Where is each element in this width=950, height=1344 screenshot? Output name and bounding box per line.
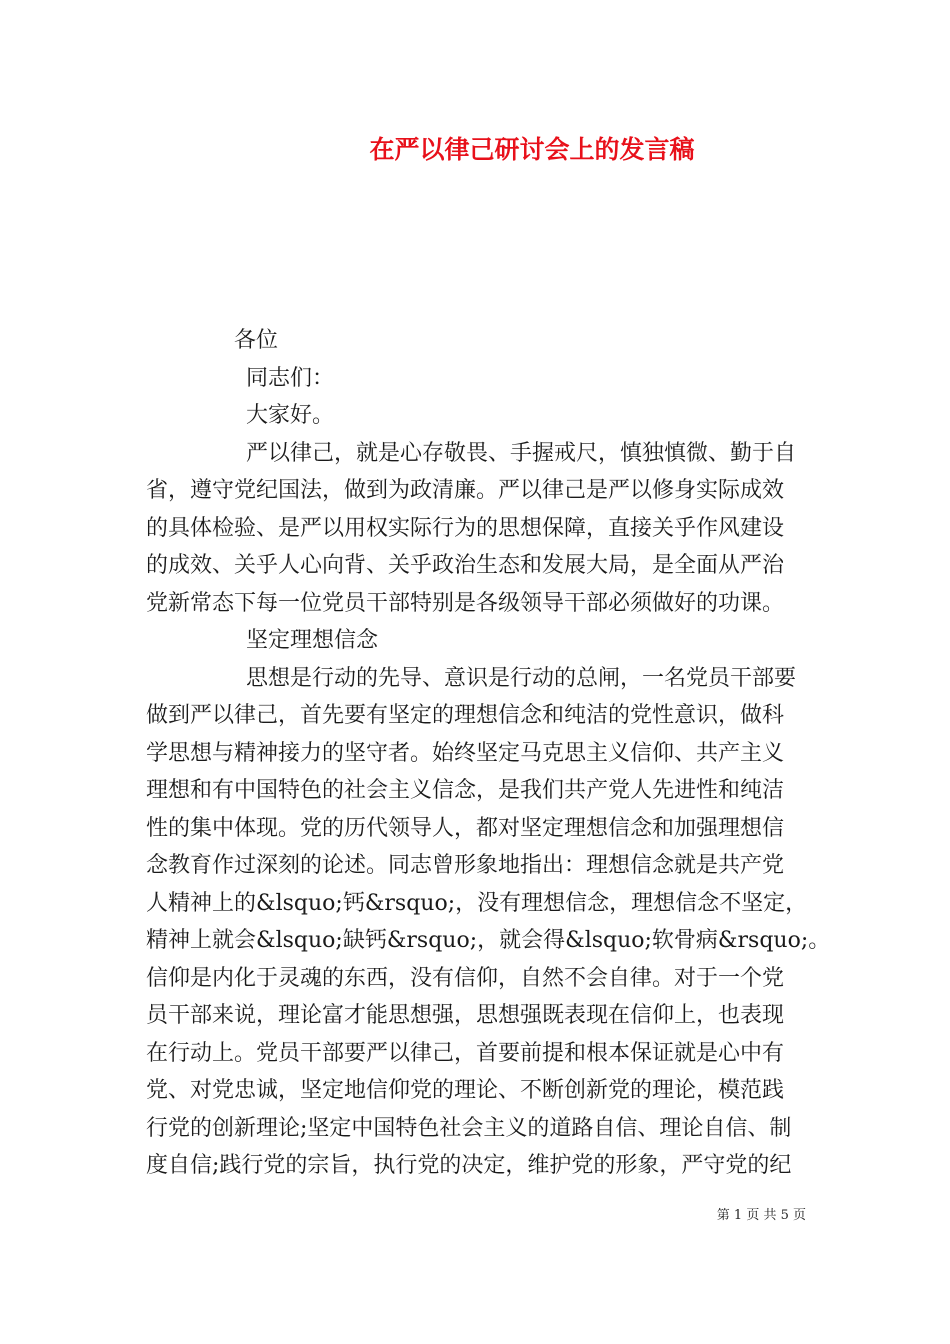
paragraph-line: 理想和有中国特色的社会主义信念，是我们共产党人先进性和纯洁 [146,778,785,803]
salutation-line-2: 同志们： [246,365,335,391]
document-body [146,322,831,1185]
paragraph-2 [146,660,831,1185]
paragraph-line: 信仰是内化于灵魂的东西，没有信仰，自然不会自律。对于一个党 [146,965,785,991]
paragraph-line: 严以律己，就是心存敬畏、手握戒尺，慎独慎微、勤于自 [246,440,797,466]
paragraph-line: 做到严以律己，首先要有坚定的理想信念和纯洁的党性意识，做科 [146,703,785,728]
paragraph-line: 的成效、关乎人心向背、关乎政治生态和发展大局，是全面从严治 [146,553,785,578]
paragraph-line: 精神上就会&lsquo;缺钙&rsquo;，就会得&lsquo;软骨病&rsquo;。 [146,928,831,953]
paragraph-line: 思想是行动的先导、意识是行动的总闸，一名党员干部要 [246,665,797,691]
paragraph-line: 人精神上的&lsquo;钙&rsquo;，没有理想信念，理想信念不坚定， [146,890,808,916]
page-number-footer: 第 1 页 共 5 页 [716,1208,806,1223]
paragraph-line: 度自信;践行党的宗旨，执行党的决定，维护党的形象，严守党的纪 [146,1153,792,1178]
paragraph-line: 性的集中体现。党的历代领导人，都对坚定理想信念和加强理想信 [146,815,785,841]
paragraph-line: 的具体检验、是严以用权实际行为的思想保障，直接关乎作风建设 [146,515,785,541]
page-title: 在严以律己研讨会上的发言稿 [369,135,695,164]
paragraph-1 [146,435,806,623]
paragraph-line: 党、对党忠诚，坚定地信仰党的理论、不断创新党的理论，模范践 [146,1078,785,1103]
paragraph-line: 党新常态下每一位党员干部特别是各级领导干部必须做好的功课。 [146,590,785,616]
salutation-line-1: 各位 [234,328,279,353]
greeting-line: 大家好。 [246,403,335,428]
paragraph-line: 员干部来说，理论富才能思想强，思想强既表现在信仰上，也表现 [146,1003,785,1028]
section-heading: 坚定理想信念 [246,628,379,653]
paragraph-line: 念教育作过深刻的论述。同志曾形象地指出：理想信念就是共产党 [146,853,785,878]
paragraph-line: 行党的创新理论;坚定中国特色社会主义的道路自信、理论自信、制 [146,1115,792,1141]
paragraph-line: 在行动上。党员干部要严以律己，首要前提和根本保证就是心中有 [146,1040,785,1066]
paragraph-line: 学思想与精神接力的坚守者。始终坚定马克思主义信仰、共产主义 [146,740,785,766]
paragraph-line: 省，遵守党纪国法，做到为政清廉。严以律己是严以修身实际成效 [146,478,785,503]
